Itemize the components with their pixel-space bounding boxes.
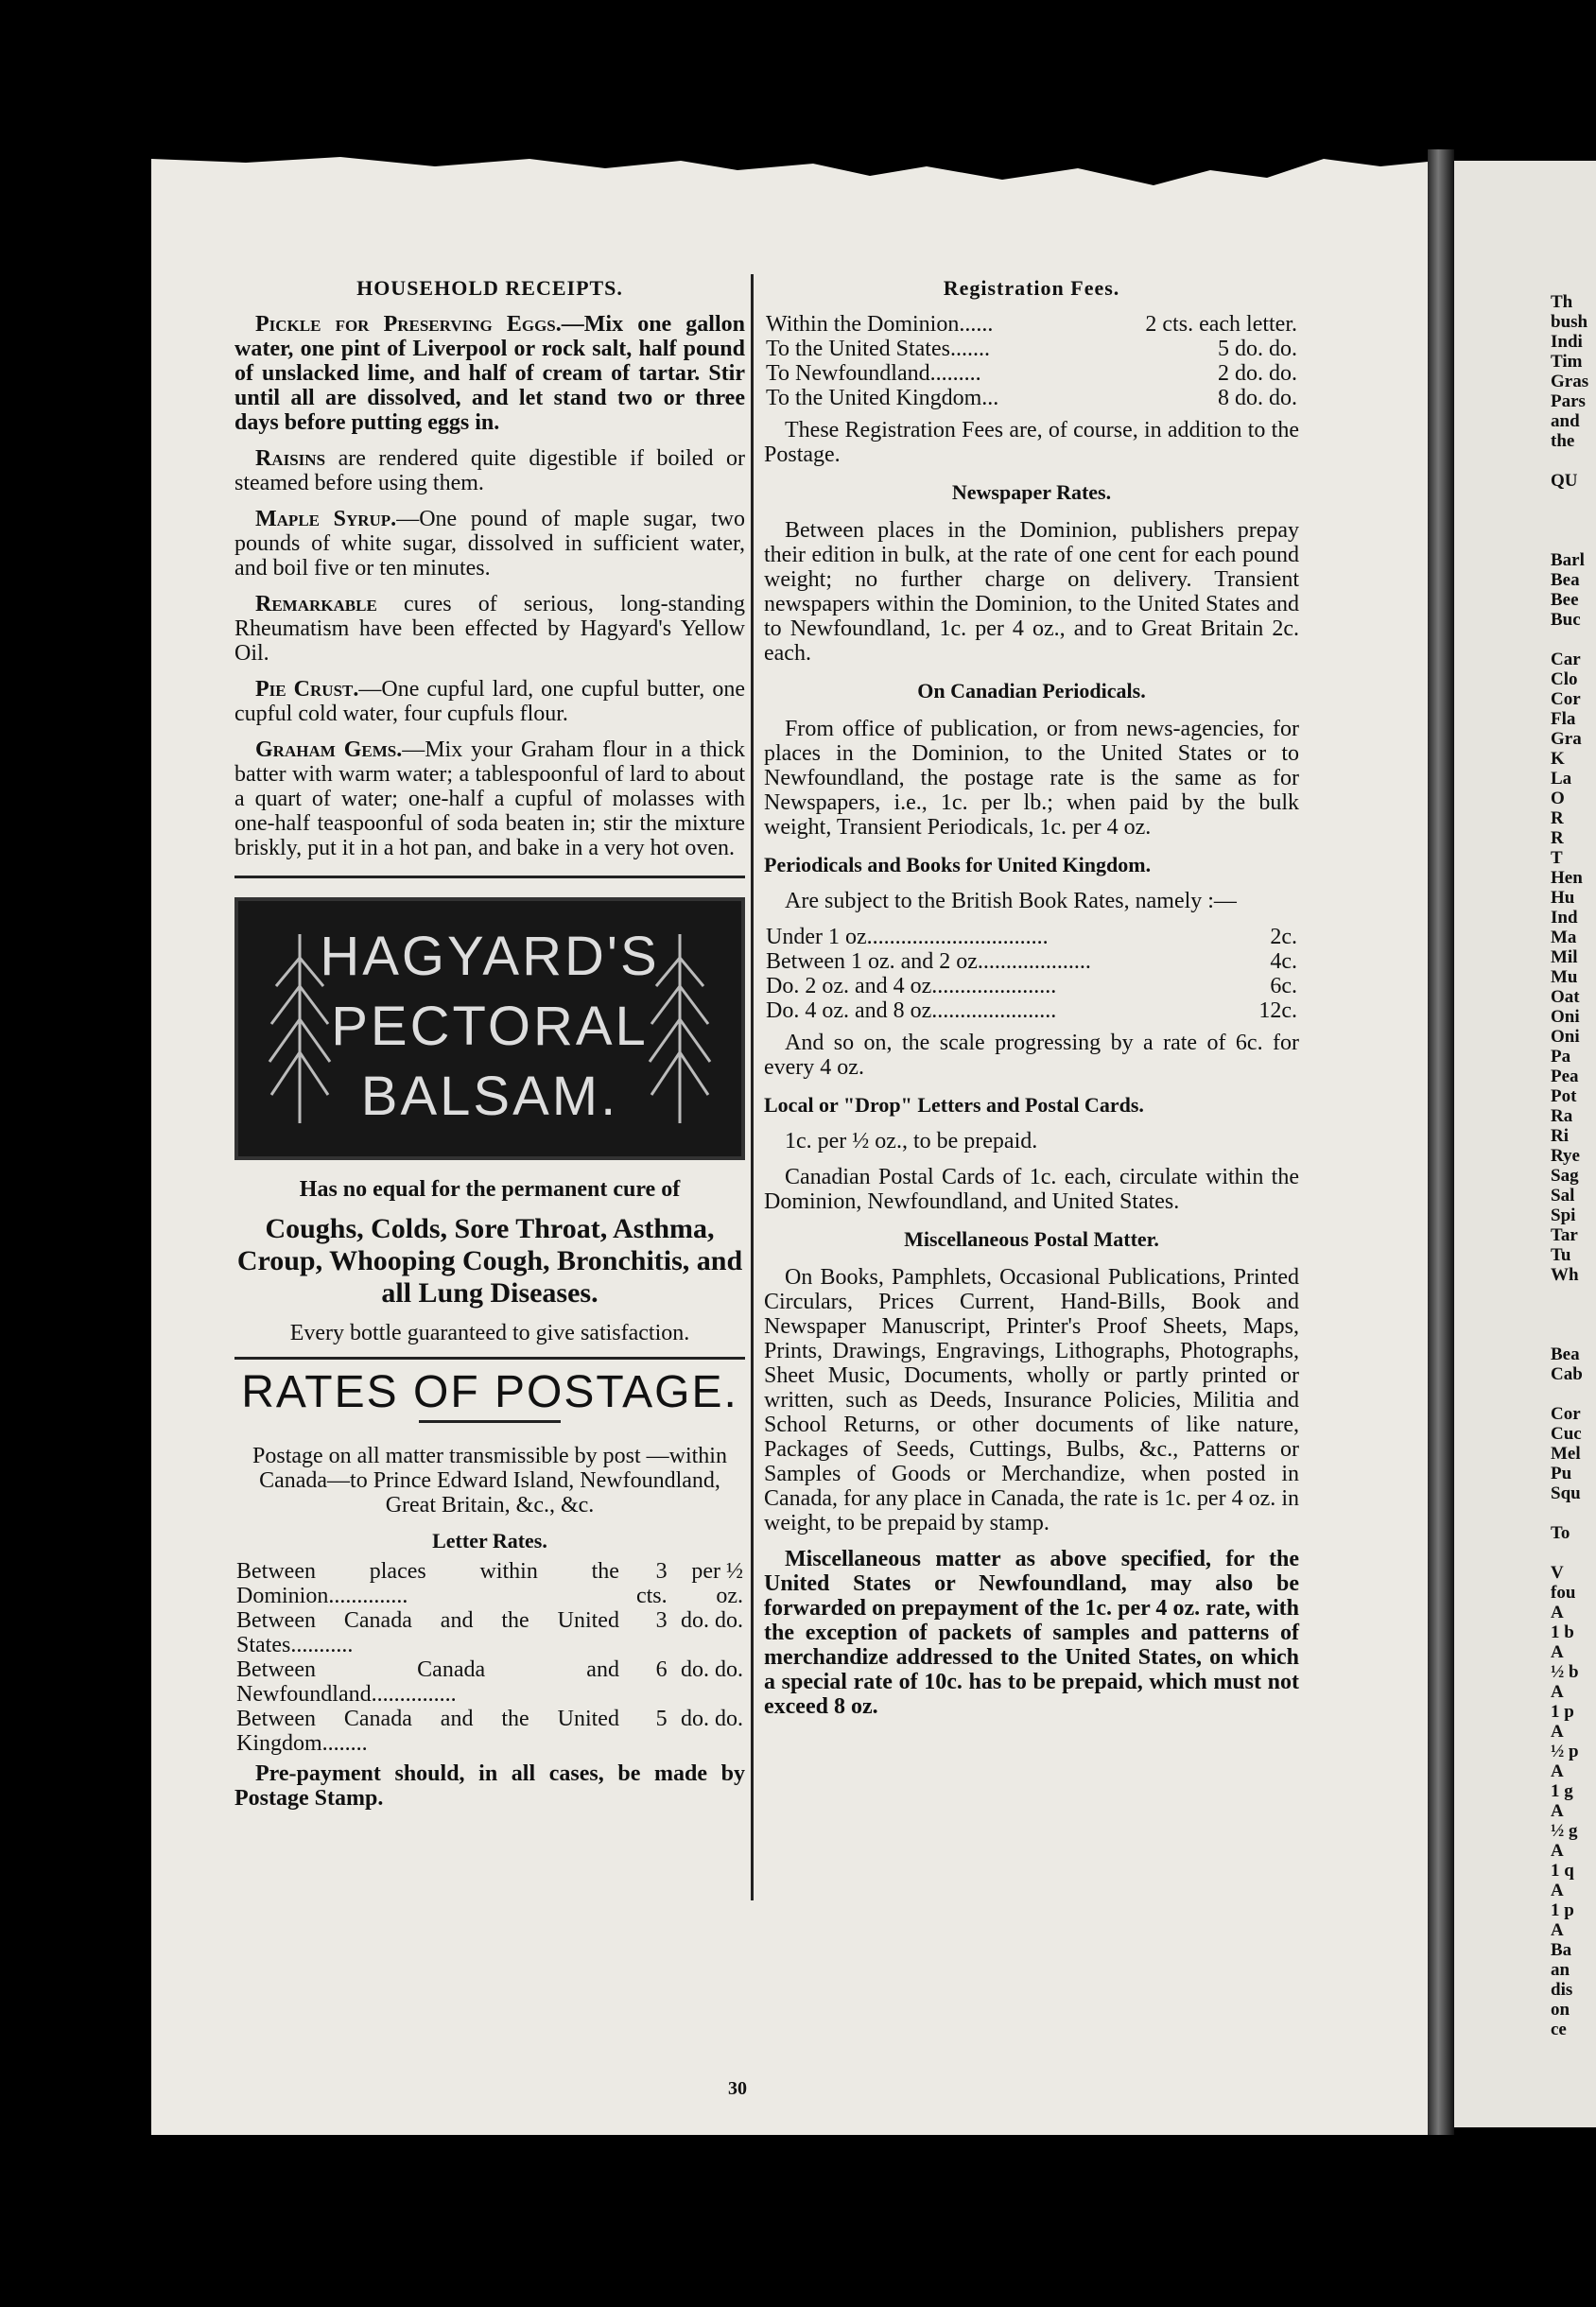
facing-page-fragment: Ma xyxy=(1551,928,1577,947)
torn-top-edge xyxy=(151,149,1437,206)
registration-head: Registration Fees. xyxy=(943,276,1120,300)
uk-note: And so on, the scale progressing by a rate of 6c. for every 4 oz. xyxy=(764,1031,1299,1080)
facing-page-fragment: Barl xyxy=(1551,550,1585,570)
rate-cell-rate: 2 do. do. xyxy=(1218,361,1297,386)
facing-page-fragment: dis xyxy=(1551,1980,1573,2000)
facing-page-fragment: Tim xyxy=(1551,352,1583,372)
receipt-pie-crust: Pie Crust.—One cupful lard, one cupful butter, one cupful cold water, four cupfuls flour. xyxy=(234,677,745,726)
facing-page-fragment: Sal xyxy=(1551,1186,1575,1206)
rate-row xyxy=(764,998,1299,1023)
rate-cell-unit: do. do. xyxy=(681,1608,743,1633)
uk-intro: Are subject to the British Book Rates, namely :— xyxy=(785,889,1237,913)
facing-page-fragment: To xyxy=(1551,1523,1570,1543)
rate-cell-unit: do. do. xyxy=(681,1657,743,1682)
facing-page-fragment: Ind xyxy=(1551,908,1578,928)
facing-page-fragment: QU xyxy=(1551,471,1578,491)
letter-rates-table xyxy=(234,1559,745,1756)
canadian-periodicals-head: On Canadian Periodicals. xyxy=(917,679,1146,703)
receipt-graham: Graham Gems.—Mix your Graham flour in a thick batter with warm water; a tablespoonful of lard to about a quart of water; one-half a cupful of molasses with one-half teaspoonful of soda beaten in; stir the mixture briskly, put it in a hot pan, and bake in a very hot oven. xyxy=(234,737,745,860)
facing-page-fragment: ce xyxy=(1551,2020,1567,2039)
facing-page-fragment: Bee xyxy=(1551,590,1579,610)
local-rate: 1c. per ½ oz., to be prepaid. xyxy=(785,1129,1038,1154)
facing-page-fragment: Spi xyxy=(1551,1206,1576,1225)
facing-page-fragment: Sag xyxy=(1551,1166,1579,1186)
newspaper-head: Newspaper Rates. xyxy=(951,480,1112,504)
rate-row xyxy=(234,1559,745,1608)
misc-head: Miscellaneous Postal Matter. xyxy=(904,1227,1159,1251)
facing-page-fragment: Cab xyxy=(1551,1364,1583,1384)
facing-page-fragment: Th xyxy=(1551,292,1573,312)
facing-page-fragment: Bea xyxy=(1551,570,1580,590)
rate-row xyxy=(234,1608,745,1657)
facing-page-fragment: Mil xyxy=(1551,947,1578,967)
misc-body-2: Miscellaneous matter as above specified, for the United States or Newfoundland, may also be forwarded on prepayment of the 1c. per 4 oz. rate, with the exception of packets of samples and patterns of merchandize addressed to the United States, on which a special rate of 10c. has to be prepaid, which must not exceed 8 oz. xyxy=(764,1547,1299,1719)
facing-page-fragment: Ra xyxy=(1551,1106,1573,1126)
facing-page-fragment: Pars xyxy=(1551,391,1586,411)
facing-page-fragment: O xyxy=(1551,789,1565,808)
facing-page-fragment: Wh xyxy=(1551,1265,1579,1285)
rate-row xyxy=(764,361,1299,386)
misc-body: On Books, Pamphlets, Occasional Publications, Printed Circulars, Prices Current, Hand-Bills, Book and Newspaper Manuscript, Printer's Proof Sheets, Maps, Prints, Drawings, Engravings, Lithographs, Photographs, Sheet Music, Documents, wholly or partly printed or written, such as Deeds, Insurance Policies, Militia and School Returns, or other documents of like nature, Packages of Seeds, Cuttings, Bulbs, &c., Patterns or Samples of Goods or Merchandize, when posted in Canada, for any place in Canada, the rate is 1c. per 4 oz. in weight, to be prepaid by stamp. xyxy=(764,1265,1299,1535)
facing-page-fragment: R xyxy=(1551,808,1564,828)
facing-page-fragment: Pot xyxy=(1551,1086,1577,1106)
facing-page-fragment: on xyxy=(1551,2000,1570,2020)
facing-page-fragment: A xyxy=(1551,1920,1564,1940)
rate-cell-rate: 4c. xyxy=(1270,949,1297,974)
facing-page-fragment: Mel xyxy=(1551,1444,1581,1464)
facing-page-fragment: Hen xyxy=(1551,868,1583,888)
facing-page-fragment: fou xyxy=(1551,1583,1576,1603)
uk-head: Periodicals and Books for United Kingdom. xyxy=(764,853,1152,876)
facing-page-fragment: the xyxy=(1551,431,1575,451)
facing-page-fragment: R xyxy=(1551,828,1564,848)
facing-page-fragment: Car xyxy=(1551,650,1581,669)
facing-page-fragment: A xyxy=(1551,1801,1564,1821)
rate-cell-dest: Between 1 oz. and 2 oz.................... xyxy=(766,949,1091,974)
rate-cell-rate: 5 xyxy=(655,1707,668,1731)
book-gutter xyxy=(1428,149,1454,2135)
rate-row xyxy=(234,1657,745,1707)
facing-page-fragment: Indi xyxy=(1551,332,1583,352)
receipt-raisins: Raisins are rendered quite digestible if boiled or steamed before using them. xyxy=(234,446,745,495)
receipt-pickle: Pickle for Preserving Eggs.—Mix one gallon water, one pint of Liverpool or rock salt, half pound of unslacked lime, and half of cream of tartar. Stir until all are dissolved, and let stand two or three days before putting eggs in. xyxy=(234,312,745,435)
facing-page-fragment: Gras xyxy=(1551,372,1589,391)
rate-cell-unit: per ½ oz. xyxy=(691,1559,743,1608)
rate-row xyxy=(234,1707,745,1756)
ad-title: HAGYARD'S PECTORAL BALSAM. xyxy=(320,926,660,1127)
facing-page-fragment: Bea xyxy=(1551,1344,1580,1364)
facing-page-fragment: Pa xyxy=(1551,1047,1571,1067)
rate-cell-dest: To the United Kingdom... xyxy=(766,386,999,410)
rate-cell-dest: Between Canada and the United States........... xyxy=(236,1608,619,1657)
rates-intro: Postage on all matter transmissible by post —within Canada—to Prince Edward Island, Newfoundland, Great Britain, &c., &c. xyxy=(252,1444,727,1518)
balsam-advertisement xyxy=(234,897,745,1160)
rate-cell-rate: 2c. xyxy=(1270,925,1297,949)
rate-row xyxy=(764,925,1299,949)
ad-cures: Coughs, Colds, Sore Throat, Asthma, Croup, Whooping Cough, Bronchitis, and all Lung Diseases. xyxy=(236,1213,743,1309)
rate-cell-rate: 6 xyxy=(655,1657,668,1682)
facing-page-fragment: Mu xyxy=(1551,967,1578,987)
facing-page-fragment: Ri xyxy=(1551,1126,1569,1146)
ad-intro: Has no equal for the permanent cure of xyxy=(299,1177,681,1202)
left-column xyxy=(234,272,745,1822)
household-title: HOUSEHOLD RECEIPTS. xyxy=(356,276,623,300)
registration-note: These Registration Fees are, of course, in addition to the Postage. xyxy=(764,418,1299,467)
rate-row xyxy=(764,974,1299,998)
short-rule xyxy=(419,1420,561,1423)
rate-cell-dest: Between places within the Dominion.............. xyxy=(236,1559,619,1608)
rate-cell-rate: 8 do. do. xyxy=(1218,386,1297,410)
registration-table xyxy=(764,312,1299,410)
rate-cell-rate: 3 xyxy=(655,1608,668,1633)
section-rule xyxy=(234,1357,745,1360)
letter-rates-head: Letter Rates. xyxy=(432,1529,547,1552)
page-number: 30 xyxy=(728,2078,747,2099)
facing-page-fragment: Oat xyxy=(1551,987,1580,1007)
receipt-maple: Maple Syrup.—One pound of maple sugar, two pounds of white sugar, dissolved in sufficient water, and boil five or ten minutes. xyxy=(234,507,745,581)
facing-page-fragment: A xyxy=(1551,1682,1564,1702)
rate-cell-dest: Between Canada and Newfoundland............... xyxy=(236,1657,619,1707)
facing-page-fragment: V xyxy=(1551,1563,1564,1583)
rate-cell-rate: 3 cts. xyxy=(635,1559,668,1608)
ad-guarantee: Every bottle guaranteed to give satisfaction. xyxy=(289,1321,690,1345)
facing-page-fragment: ½ g xyxy=(1551,1821,1578,1841)
facing-page-fragment: Cor xyxy=(1551,689,1581,709)
facing-page-fragment: 1 g xyxy=(1551,1781,1573,1801)
uk-rates-table xyxy=(764,925,1299,1023)
rate-cell-dest: Do. 4 oz. and 8 oz...................... xyxy=(766,998,1057,1023)
facing-page-fragment: Cuc xyxy=(1551,1424,1582,1444)
prepay-note: Pre-payment should, in all cases, be made by Postage Stamp. xyxy=(234,1761,745,1811)
rate-cell-unit: do. do. xyxy=(681,1707,743,1731)
facing-page-fragment: Tu xyxy=(1551,1245,1571,1265)
canadian-periodicals-body: From office of publication, or from news-agencies, for places in the Dominion, to the United States or to Newfoundland, the postage rate is the same as for Newspapers, i.e., 1c. per lb.; when paid by the bulk weight, Transient Periodicals, 1c. per 4 oz. xyxy=(764,717,1299,840)
facing-page-fragment: 1 p xyxy=(1551,1702,1574,1722)
facing-page-fragment: Ba xyxy=(1551,1940,1572,1960)
rate-cell-dest: Within the Dominion...... xyxy=(766,312,994,337)
rate-cell-rate: 2 cts. each letter. xyxy=(1145,312,1297,337)
facing-page-fragment: Squ xyxy=(1551,1483,1581,1503)
newspaper-body: Between places in the Dominion, publishers prepay their edition in bulk, at the rate of one cent for each pound weight; no further charge on delivery. Transient newspapers within the Dominion, to the United States and to Newfoundland, 1c. per 4 oz., and to Great Britain 2c. each. xyxy=(764,518,1299,666)
facing-page-fragment: 1 p xyxy=(1551,1900,1574,1920)
facing-page-fragment: A xyxy=(1551,1761,1564,1781)
facing-page-fragment: A xyxy=(1551,1881,1564,1900)
local-head: Local or "Drop" Letters and Postal Cards. xyxy=(764,1093,1144,1117)
rate-row xyxy=(764,312,1299,337)
rate-cell-dest: To the United States....... xyxy=(766,337,990,361)
facing-page-fragment: Pea xyxy=(1551,1067,1579,1086)
rate-row xyxy=(764,949,1299,974)
rate-cell-rate: 6c. xyxy=(1270,974,1297,998)
facing-page-fragment: A xyxy=(1551,1722,1564,1742)
facing-page-fragment: 1 b xyxy=(1551,1622,1574,1642)
rates-title: RATES OF POSTAGE. xyxy=(241,1367,738,1417)
facing-page-fragment: A xyxy=(1551,1642,1564,1662)
facing-page-fragment: Hu xyxy=(1551,888,1575,908)
facing-page-fragment: bush xyxy=(1551,312,1588,332)
facing-page-fragment: Gra xyxy=(1551,729,1582,749)
rate-cell-dest: Do. 2 oz. and 4 oz...................... xyxy=(766,974,1057,998)
rate-cell-dest: Between Canada and the United Kingdom........ xyxy=(236,1707,619,1756)
column-divider xyxy=(751,274,754,1900)
rate-cell-dest: Under 1 oz................................ xyxy=(766,925,1049,949)
facing-page-fragment: K xyxy=(1551,749,1565,769)
facing-page-fragment: A xyxy=(1551,1841,1564,1861)
facing-page-fragment: T xyxy=(1551,848,1563,868)
facing-page-fragment: an xyxy=(1551,1960,1570,1980)
facing-page-fragment: Oni xyxy=(1551,1007,1580,1027)
facing-page-fragment: Tar xyxy=(1551,1225,1578,1245)
facing-page-fragment: Pu xyxy=(1551,1464,1572,1483)
facing-page-fragment: ½ b xyxy=(1551,1662,1579,1682)
rate-cell-dest: To Newfoundland......... xyxy=(766,361,981,386)
rate-cell-rate: 12c. xyxy=(1258,998,1297,1023)
local-cards: Canadian Postal Cards of 1c. each, circulate within the Dominion, Newfoundland, and United States. xyxy=(764,1165,1299,1214)
rate-row xyxy=(764,386,1299,410)
facing-page-fragment: Fla xyxy=(1551,709,1576,729)
right-column xyxy=(764,272,1299,1730)
facing-page-fragment: Rye xyxy=(1551,1146,1580,1166)
receipt-remarkable: Remarkable cures of serious, long-standing Rheumatism have been effected by Hagyard's Yellow Oil. xyxy=(234,592,745,666)
facing-page-fragment: A xyxy=(1551,1603,1564,1622)
facing-page-fragment: La xyxy=(1551,769,1572,789)
facing-page-fragment: Buc xyxy=(1551,610,1581,630)
facing-page-fragment: and xyxy=(1551,411,1580,431)
rate-cell-rate: 5 do. do. xyxy=(1218,337,1297,361)
facing-page-fragment: 1 q xyxy=(1551,1861,1574,1881)
rate-row xyxy=(764,337,1299,361)
facing-page-fragment: Cor xyxy=(1551,1404,1581,1424)
section-rule xyxy=(234,876,745,878)
facing-page-fragment: ½ p xyxy=(1551,1742,1579,1761)
facing-page-fragment: Clo xyxy=(1551,669,1578,689)
facing-page-fragment: Oni xyxy=(1551,1027,1580,1047)
